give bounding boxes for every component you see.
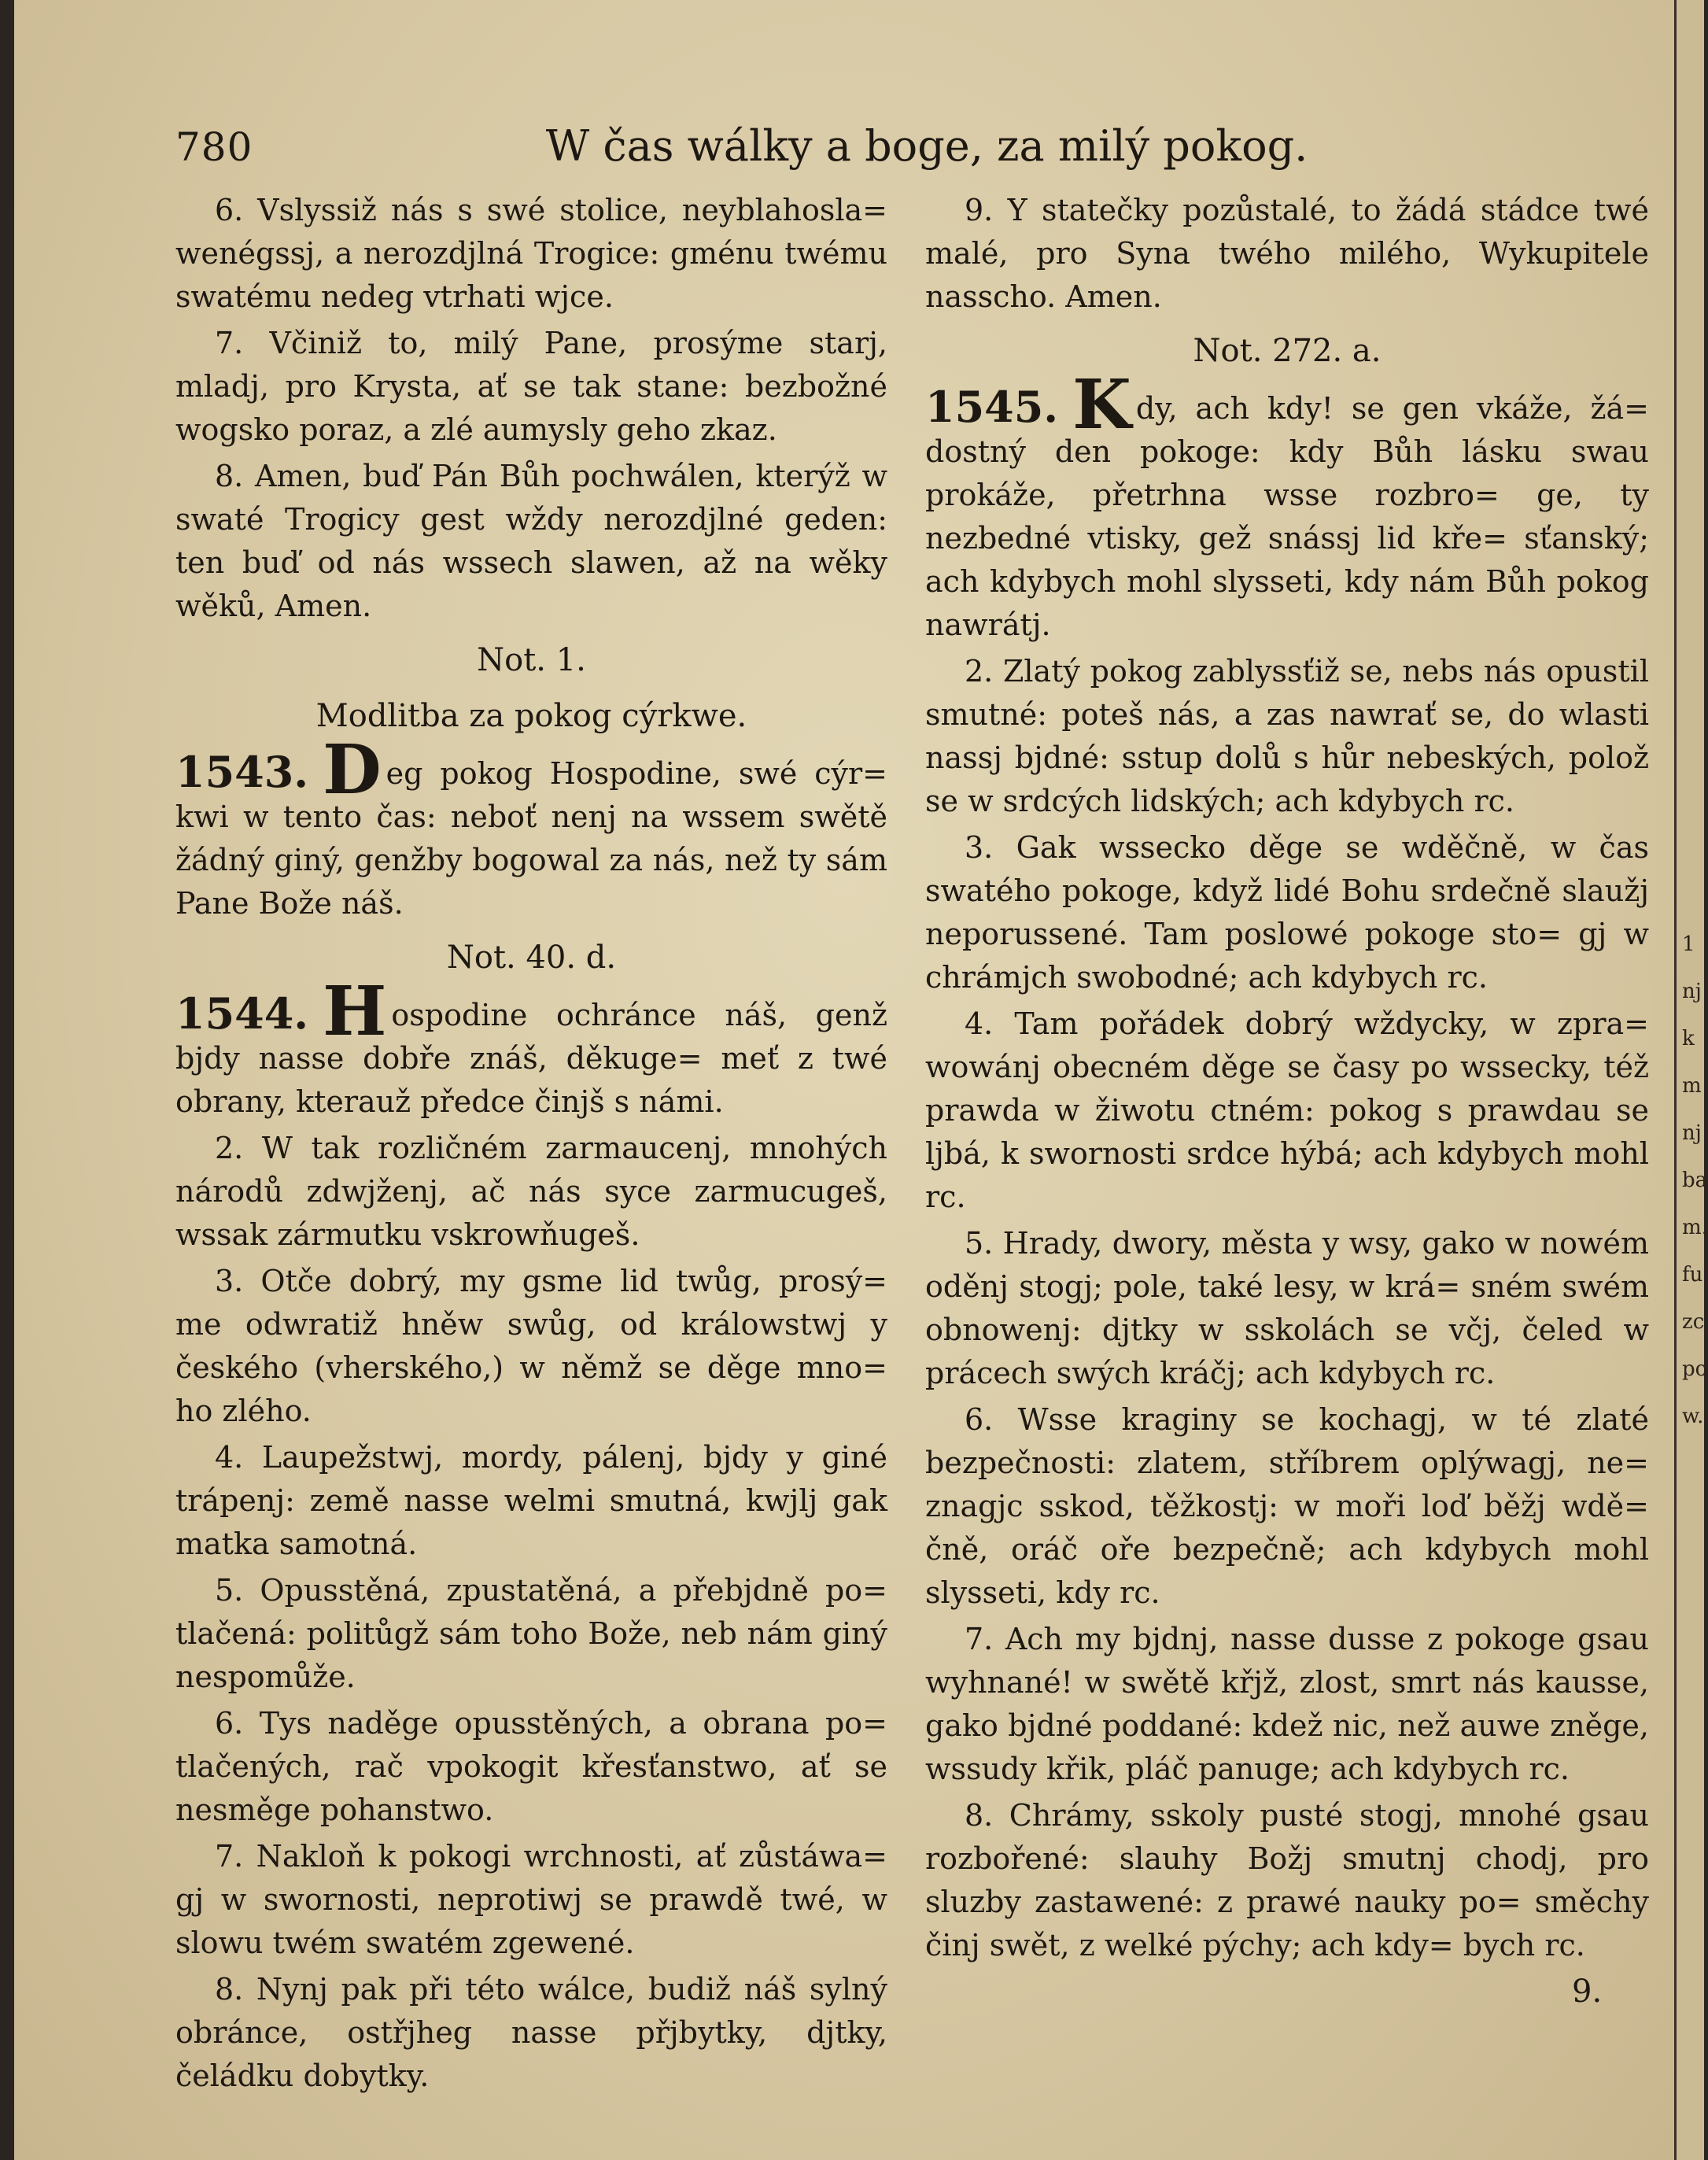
- verse: 4. Tam pořádek dobrý wždycky, w zpra= wowánj obecném děge se časy po wssecky, též prawda w žiwotu ctném: pokog s prawdau se ljbá, k swornosti srdce hýbá; ach kdybych mohl rc.: [925, 1006, 1649, 1214]
- margin-fragment: nj: [1682, 1121, 1702, 1145]
- margin-fragment: nj: [1682, 980, 1702, 1003]
- hymn-number: 1545.: [925, 382, 1059, 432]
- hymn-number: 1543.: [175, 747, 309, 797]
- drop-initial: H: [323, 972, 387, 1051]
- verse: 6. Wsse kraginy se kochagj, w té zlaté bezpečnosti: zlatem, stříbrem oplýwagj, ne= znagjc sskod, těžkostj: w moři loď běžj wdě= čně, oráč oře bezpečně; ach kdybych mohl slysseti, kdy rc.: [925, 1402, 1649, 1610]
- page-header: [160, 121, 1662, 172]
- verse: 3. Gak wssecko děge se wděčně, w čas swatého pokoge, když lidé Bohu srdečně slaužj neporussené. Tam poslowé pokoge sto= gj w chrámjch swobodné; ach kdybych rc.: [925, 830, 1649, 995]
- verse: 9. Y statečky pozůstalé, to žádá stádce twé malé, pro Syna twého milého, Wykupitele nasscho. Amen.: [925, 193, 1649, 314]
- hymn-number: 1544.: [175, 988, 309, 1039]
- verse: 5. Hrady, dwory, města y wsy, gako w nowém oděnj stogj; pole, také lesy, w krá= sném swém obnowenj: djtky w sskolách se včj, čeled w prácech swých kráčj; ach kdybych rc.: [925, 1226, 1649, 1390]
- hymn-1544: [175, 972, 887, 1124]
- verse: 8. Amen, buď Pán Bůh pochwálen, kterýž w swaté Trogicy gest wždy nerozdjlné geden: ten buď od nás wssech slawen, až na wěky wěků, Amen.: [175, 459, 887, 623]
- margin-fragment: m.: [1682, 1216, 1708, 1239]
- margin-fragment: k: [1682, 1027, 1695, 1050]
- next-page-margin-fragments: [1682, 921, 1708, 1440]
- hymn-text: eg pokog Hospodine, swé cýr= kwi w tento čas: neboť nenj na wssem swětě žádný giný, genžby bogowal za nás, než ty sám Pane Bože náš.: [175, 756, 887, 921]
- verse: 3. Otče dobrý, my gsme lid twůg, prosý= me odwratiž hněw swůg, od králowstwj y českého (vherského,) w němž se děge mno= ho zlého.: [175, 1264, 887, 1428]
- drop-initial: D: [323, 730, 382, 810]
- catchword: 9.: [1572, 1974, 1603, 2010]
- margin-fragment: w.: [1682, 1405, 1704, 1428]
- verse: 7. Nakloň k pokogi wrchnosti, ať zůstáwa= gj w swornosti, neprotiwj se prawdě twé, w slowu twém swatém zgewené.: [175, 1839, 887, 1960]
- verse: 6. Tys naděge opusstěných, a obrana po= tlačených, rač vpokogit křesťanstwo, ať se nesměge pohanstwo.: [175, 1706, 887, 1827]
- margin-fragment: 1: [1682, 932, 1695, 956]
- melody-note: Not. 40. d.: [446, 940, 617, 976]
- verse: 6. Vslyssiž nás s swé stolice, neyblahosla= wenégssj, a nerozdjlná Trogice: gménu twému swatému nedeg vtrhati wjce.: [175, 193, 887, 314]
- margin-fragment: zc: [1682, 1310, 1705, 1334]
- verse: 7. Včiniž to, milý Pane, prosýme starj, mladj, pro Krysta, ať se tak stane: bezbožné wogsko poraz, a zlé aumysly geho zkaz.: [175, 326, 887, 447]
- right-column: [925, 189, 1649, 1970]
- hymn-text: ospodine ochránce náš, genž bjdy nasse dobře znáš, děkuge= meť z twé obrany, kterauž předce činjš s námi.: [175, 998, 887, 1119]
- verse: 8. Chrámy, sskoly pusté stogj, mnohé gsau rozbořené: slauhy Božj smutnj chodj, pro sluzby zastawené: z prawé nauky po= směchy činj swět, z welké pýchy; ach kdy= bych rc.: [925, 1798, 1649, 1962]
- margin-fragment: po: [1682, 1357, 1708, 1381]
- drop-initial: K: [1072, 365, 1131, 445]
- verse: 2. Zlatý pokog zablyssťiž se, nebs nás opustil smutné: poteš nás, a zas nawrať se, do wlasti nassj bjdné: sstup dolů s hůr nebeských, polož se w srdcých lidských; ach kdybych rc.: [925, 654, 1649, 818]
- melody-note: Not. 1.: [477, 642, 586, 678]
- verse: 8. Nynj pak při této wálce, budiž náš sylný obránce, ostřjheg nasse přjbytky, djtky, čeládku dobytky.: [175, 1972, 887, 2093]
- hymn-title: Modlitba za pokog cýrkwe.: [315, 698, 747, 734]
- left-column: [175, 189, 887, 2101]
- verse: 7. Ach my bjdnj, nasse dusse z pokoge gsau wyhnané! w swětě křjž, zlost, smrt nás kausse, gako bjdné poddané: kdež nic, než auwe zněge, wssudy křik, pláč panuge; ach kdybych rc.: [925, 1622, 1649, 1786]
- verse: 5. Opusstěná, zpustatěná, a přebjdně po= tlačená: politůgž sám toho Bože, neb nám giný nespomůže.: [175, 1573, 887, 1694]
- verse: 2. W tak rozličném zarmaucenj, mnohých národů zdwjženj, ač nás syce zarmucugeš, wssak zármutku vskrowňugeš.: [175, 1131, 887, 1252]
- melody-note: Not. 272. a.: [1193, 333, 1382, 369]
- running-title: W čas wálky a boge, za milý pokog.: [545, 121, 1308, 171]
- page-number: 780: [175, 124, 253, 170]
- hymn-1543: [175, 730, 887, 925]
- margin-fragment: fu: [1682, 1263, 1703, 1287]
- hymn-1545: [925, 365, 1649, 647]
- margin-fragment: m: [1682, 1074, 1702, 1098]
- hymn-text: dy, ach kdy! se gen vkáže, žá= dostný den pokoge: kdy Bůh lásku swau prokáže, přetrhna wsse rozbro= ge, ty nezbedné vtisky, gež snássj lid kře= sťanský; ach kdybych mohl slysseti, kdy nám Bůh pokog nawrátj.: [925, 391, 1649, 642]
- book-page: [14, 0, 1674, 2160]
- verse: 4. Laupežstwj, mordy, pálenj, bjdy y giné trápenj: země nasse welmi smutná, kwjlj gak matka samotná.: [175, 1440, 887, 1561]
- margin-fragment: ba: [1682, 1169, 1708, 1192]
